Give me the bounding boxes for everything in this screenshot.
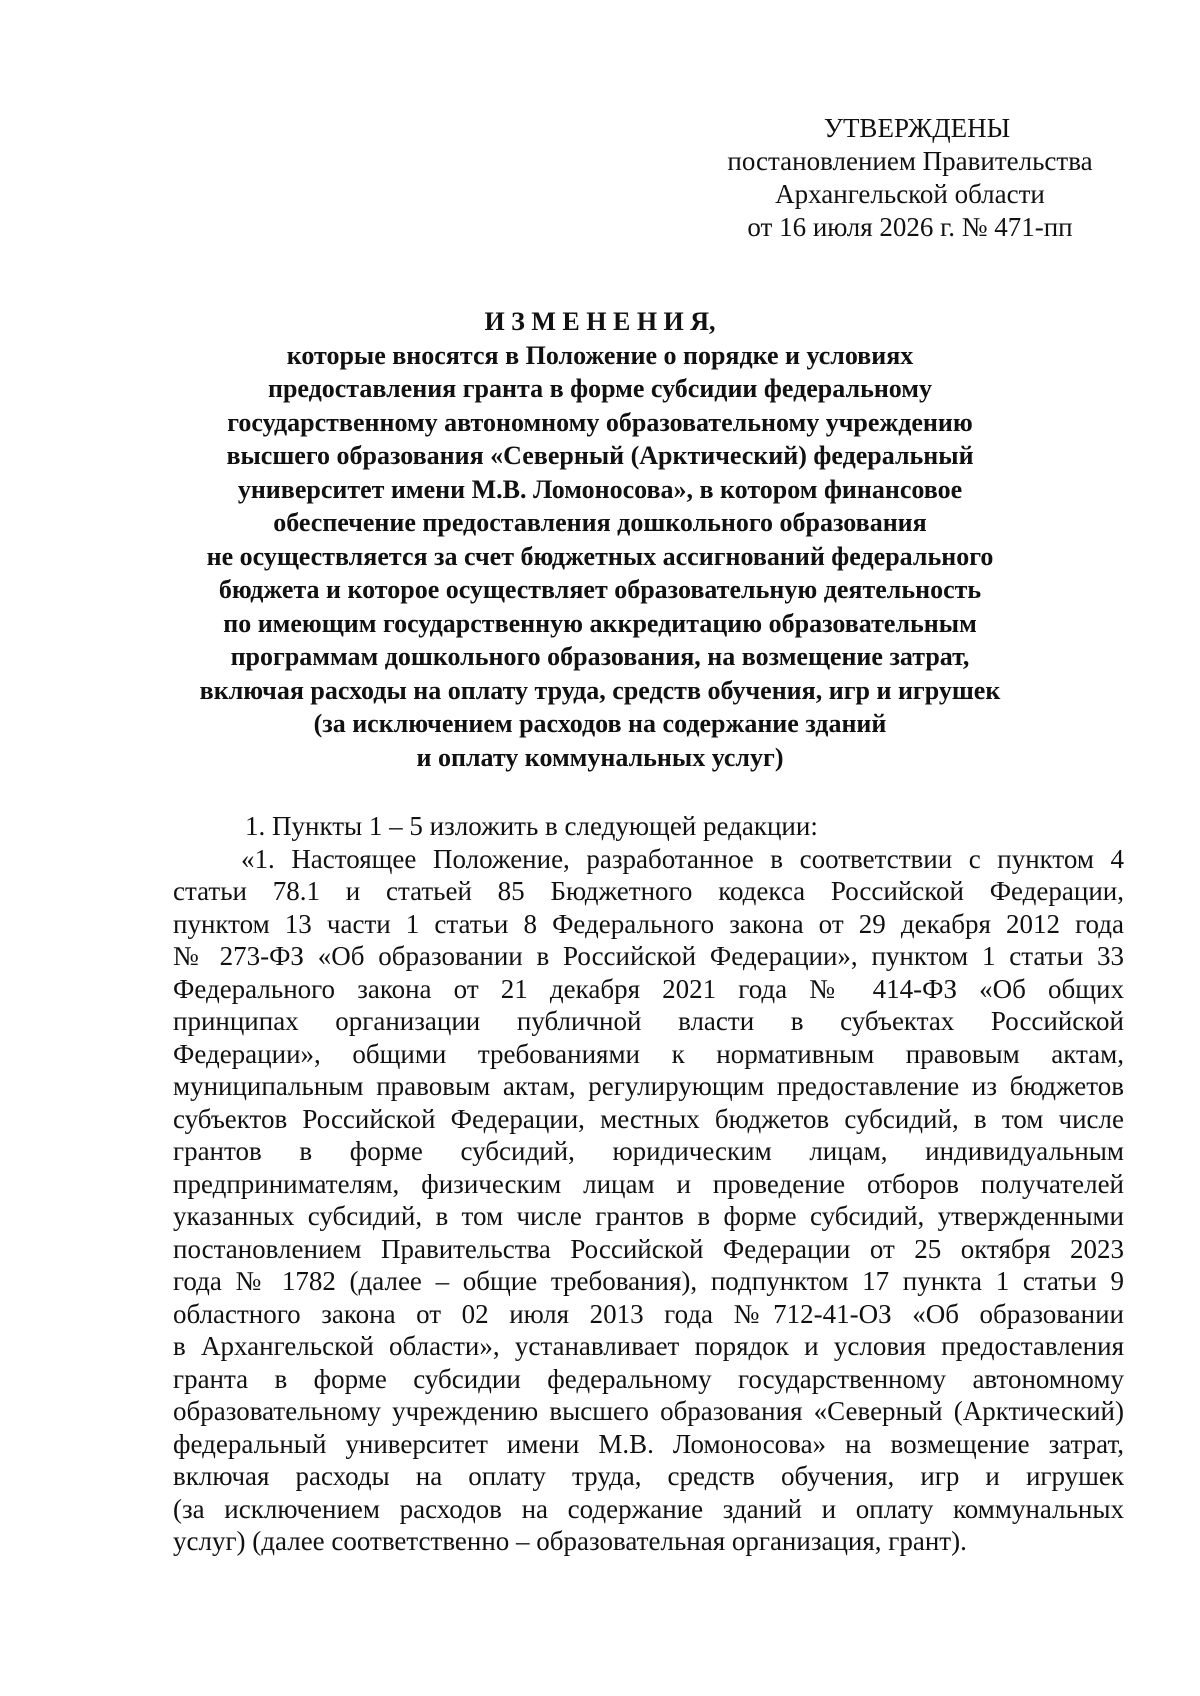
heading-line: не осуществляется за счет бюджетных ассигнований федерального	[206, 541, 994, 571]
heading-line: предоставления гранта в форме субсидии федеральному	[267, 374, 933, 403]
approval-line: постановлением Правительства	[727, 146, 1093, 176]
item-1-text: 1. Пункты 1 – 5 изложить в следующей редакции:	[245, 811, 818, 841]
paragraph-line: указанных субсидий, в том числе грантов в форме субсидий, утвержденными	[173, 1201, 1124, 1231]
paragraph-line-last: услуг) (далее соответственно – образовательная организация, грант).	[173, 1526, 967, 1556]
heading-line: обеспечение предоставления дошкольного образования	[273, 508, 927, 537]
paragraph-line: пунктом 13 части 1 статьи 8 Федерального закона от 29 декабря 2012 года	[173, 908, 1124, 939]
paragraph-line: предпринимателям, физическим лицам и проведение отборов получателей	[173, 1168, 1124, 1199]
heading-line: (за исключением расходов на содержание зданий	[313, 709, 887, 738]
approval-line: Архангельской области	[775, 179, 1045, 209]
heading-line: и оплату коммунальных услуг)	[416, 742, 784, 772]
heading-line: бюджета и которое осуществляет образовательную деятельность	[218, 575, 982, 604]
heading-line: по имеющим государственную аккредитацию образовательным	[223, 608, 977, 638]
heading-line: университет имени М.В. Ломоносова», в котором финансовое	[237, 474, 963, 504]
paragraph-line: федеральный университет имени М.В. Ломоносова» на возмещение затрат,	[173, 1428, 1124, 1459]
heading-line: высшего образования «Северный (Арктический) федеральный	[226, 441, 974, 470]
paragraph-line: грантов в форме субсидий, юридическим лицам, индивидуальным	[173, 1136, 1124, 1166]
paragraph-line: постановлением Правительства Российской Федерации от 25 октября 2023	[173, 1233, 1124, 1264]
paragraph-line: Федерального закона от 21 декабря 2021 года № 414-ФЗ «Об общих	[173, 973, 1124, 1004]
body-text	[173, 810, 1124, 1558]
paragraph-line: муниципальным правовым актам, регулирующим предоставление из бюджетов	[173, 1071, 1124, 1101]
approval-title: УТВЕРЖДЕНЫ	[823, 113, 1011, 143]
paragraph-line: включая расходы на оплату труда, средств обучения, игр и игрушек	[173, 1461, 1124, 1491]
paragraph-line: субъектов Российской Федерации, местных бюджетов субсидий, в том числе	[173, 1103, 1124, 1134]
paragraph-line: принципах организации публичной власти в субъектах Российской	[173, 1006, 1124, 1036]
approval-line: от 16 июля 2026 г. № 471-пп	[747, 212, 1073, 242]
heading-line: программам дошкольного образования, на возмещение затрат,	[230, 642, 970, 671]
paragraph-line: образовательному учреждению высшего образования «Северный (Арктический)	[173, 1396, 1124, 1426]
paragraph-line: № 273-ФЗ «Об образовании в Российской Федерации», пунктом 1 статьи 33	[173, 941, 1124, 971]
paragraph-line: статьи 78.1 и статьей 85 Бюджетного кодекса Российской Федерации,	[173, 876, 1124, 906]
paragraph-line: областного закона от 02 июля 2013 года №712-41-ОЗ «Об образовании	[173, 1298, 1124, 1329]
heading-line: государственному автономному образовательному учреждению	[227, 407, 973, 437]
paragraph-line: года № 1782 (далее – общие требования), подпунктом 17 пункта 1 статьи 9	[173, 1266, 1124, 1296]
paragraph-line: (за исключением расходов на содержание зданий и оплату коммунальных	[173, 1493, 1124, 1524]
paragraph-line: гранта в форме субсидии федеральному государственному автономному	[173, 1363, 1124, 1394]
paragraph-line: «1. Настоящее Положение, разработанное в соответствии с пунктом 4	[241, 843, 1124, 874]
heading-title: И З М Е Н Е Н И Я,	[484, 307, 716, 336]
paragraph-line: Федерации», общими требованиями к нормативным правовым актам,	[173, 1038, 1124, 1069]
paragraph-line: в Архангельской области», устанавливает порядок и условия предоставления	[173, 1331, 1124, 1361]
heading-line: включая расходы на оплату труда, средств обучения, игр и игрушек	[199, 675, 1001, 705]
approval-stamp	[690, 112, 1130, 244]
changes-heading	[160, 305, 1040, 774]
heading-line: которые вносятся в Положение о порядке и условиях	[286, 340, 914, 370]
